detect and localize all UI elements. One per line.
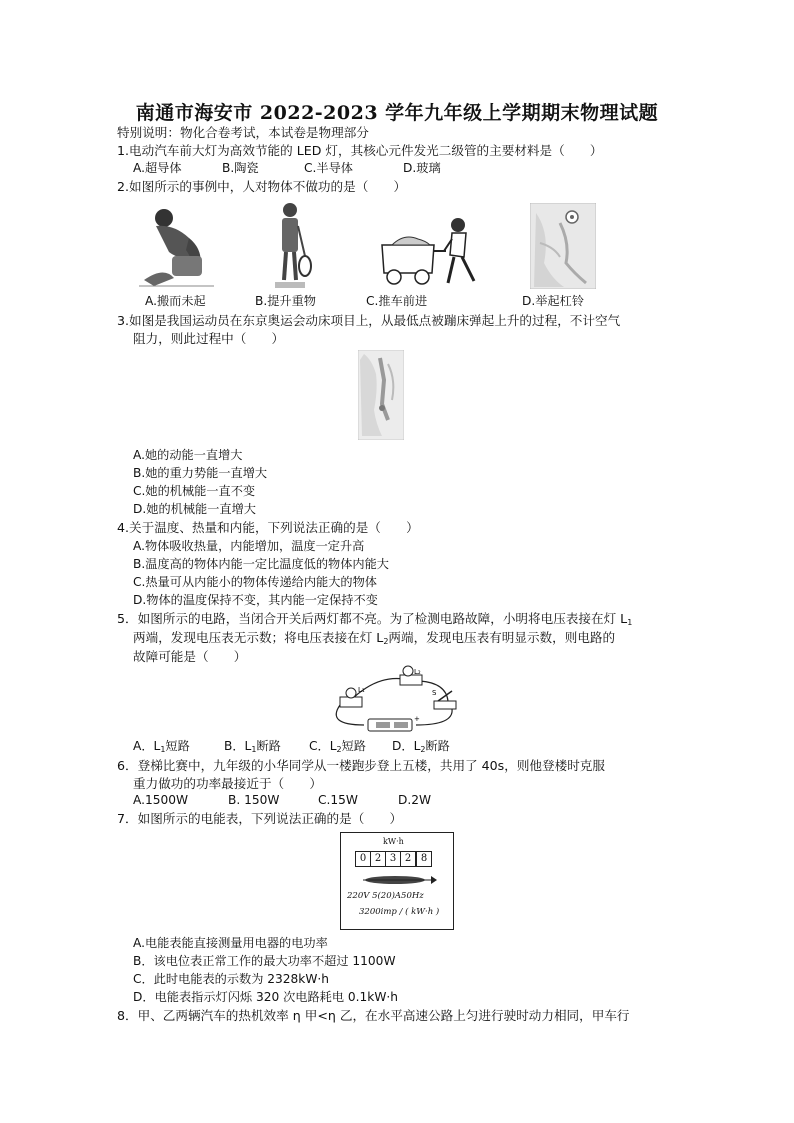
q2-caption-b[interactable]: B.提升重物 bbox=[255, 294, 316, 308]
page-title: 南通市海安市 2022-2023 学年九年级上学期期末物理试题 bbox=[135, 102, 659, 124]
meter-counter bbox=[355, 851, 432, 867]
meter-unit: kW·h bbox=[383, 837, 404, 846]
q5-stem-line3: 故障可能是（ ） bbox=[133, 649, 247, 664]
meter-spec-voltage: 220V 5(20)A50Hz bbox=[347, 891, 424, 901]
circuit-label-s: S bbox=[432, 689, 437, 697]
figure-energy-meter bbox=[340, 832, 454, 930]
q6-stem-line2: 重力做功的功率最接近于（ ） bbox=[133, 776, 322, 791]
svg-text:+: + bbox=[414, 715, 420, 723]
q5-option-c[interactable]: C．$L_2$短路 bbox=[309, 739, 366, 754]
q2-stem: 2.如图所示的事例中，人对物体不做功的是（ ） bbox=[117, 179, 407, 194]
q5-stem-line2: 两端，发现电压表无示数；将电压表接在灯 $L_2$两端，发现电压表有明显示数，则电路的 bbox=[133, 630, 616, 646]
q1-option-a[interactable]: A.超导体 bbox=[133, 161, 182, 175]
q2-caption-c[interactable]: C.推车前进 bbox=[366, 294, 428, 308]
q2-caption-a[interactable]: A.搬而未起 bbox=[145, 294, 206, 308]
q6-option-b[interactable]: B. 150W bbox=[228, 793, 280, 807]
meter-digit: 0 bbox=[356, 852, 371, 866]
figure-lift-weight bbox=[265, 200, 315, 292]
q3-option-b[interactable]: B.她的重力势能一直增大 bbox=[133, 466, 268, 480]
meter-disc-icon bbox=[361, 873, 437, 887]
q7-option-b[interactable]: B．该电位表正常工作的最大功率不超过 1100W bbox=[133, 954, 396, 968]
figure-push-cart bbox=[374, 215, 484, 290]
q4-option-c[interactable]: C.热量可从内能小的物体传递给内能大的物体 bbox=[133, 575, 377, 589]
circuit-label-l1: L₁ bbox=[358, 686, 365, 694]
q7-option-a[interactable]: A.电能表能直接测量用电器的电功率 bbox=[133, 936, 328, 950]
q4-option-a[interactable]: A.物体吸收热量，内能增加，温度一定升高 bbox=[133, 539, 365, 553]
q7-stem: 7．如图所示的电能表，下列说法正确的是（ ） bbox=[117, 811, 403, 826]
q7-option-d[interactable]: D．电能表指示灯闪烁 320 次电路耗电 0.1kW·h bbox=[133, 990, 398, 1004]
q3-stem-line1: 3.如图是我国运动员在东京奥运会动床项目上，从最低点被蹦床弹起上升的过程，不计空气 bbox=[117, 313, 621, 328]
q1-option-b[interactable]: B.陶瓷 bbox=[222, 161, 259, 175]
q5-stem-line1: 5．如图所示的电路，当闭合开关后两灯都不亮。为了检测电路故障，小明将电压表接在灯 $L_1$ bbox=[117, 611, 633, 627]
q2-caption-d[interactable]: D.举起杠铃 bbox=[522, 294, 585, 308]
q8-stem: 8．甲、乙两辆汽车的热机效率 η 甲<η 乙，在水平高速公路上匀进行驶时动力相同，甲车行 bbox=[117, 1008, 630, 1023]
figure-lift-unable bbox=[134, 200, 224, 290]
meter-digit: 2 bbox=[371, 852, 386, 866]
q4-option-d[interactable]: D.物体的温度保持不变，其内能一定保持不变 bbox=[133, 593, 378, 607]
q3-stem-line2: 阻力，则此过程中（ ） bbox=[133, 331, 285, 346]
q3-option-d[interactable]: D.她的机械能一直增大 bbox=[133, 502, 256, 516]
meter-digit: 2 bbox=[401, 852, 416, 866]
q5-option-a[interactable]: A．$L_1$短路 bbox=[133, 739, 190, 754]
q6-stem-line1: 6．登梯比赛中，九年级的小华同学从一楼跑步登上五楼，共用了 40s，则他登楼时克服 bbox=[117, 758, 605, 773]
circuit-label-l2: L₂ bbox=[414, 668, 421, 676]
figure-barbell bbox=[530, 203, 596, 289]
q6-option-d[interactable]: D.2W bbox=[398, 793, 432, 807]
figure-circuit bbox=[320, 665, 468, 737]
q3-option-c[interactable]: C.她的机械能一直不变 bbox=[133, 484, 256, 498]
q5-option-d[interactable]: D．$L_2$断路 bbox=[392, 739, 450, 754]
q7-option-c[interactable]: C．此时电能表的示数为 2328kW·h bbox=[133, 972, 329, 986]
q6-option-a[interactable]: A.1500W bbox=[133, 793, 189, 807]
special-note: 特别说明：物化合卷考试，本试卷是物理部分 bbox=[117, 125, 369, 140]
q5-option-b[interactable]: B．$L_1$断路 bbox=[224, 739, 281, 754]
meter-digit-decimal: 8 bbox=[416, 851, 432, 867]
q3-option-a[interactable]: A.她的动能一直增大 bbox=[133, 448, 243, 462]
q1-option-c[interactable]: C.半导体 bbox=[304, 161, 353, 175]
q4-option-b[interactable]: B.温度高的物体内能一定比温度低的物体内能大 bbox=[133, 557, 389, 571]
q1-stem: 1.电动汽车前大灯为高效节能的 LED 灯，其核心元件发光二级管的主要材料是（ ） bbox=[117, 143, 603, 158]
q6-option-c[interactable]: C.15W bbox=[318, 793, 358, 807]
q1-option-d[interactable]: D.玻璃 bbox=[403, 161, 441, 175]
figure-trampoline-athlete bbox=[358, 350, 404, 440]
q4-stem: 4.关于温度、热量和内能，下列说法正确的是（ ） bbox=[117, 520, 419, 535]
meter-spec-imp: 3200imp / ( kW·h ) bbox=[359, 907, 440, 917]
meter-digit: 3 bbox=[386, 852, 401, 866]
